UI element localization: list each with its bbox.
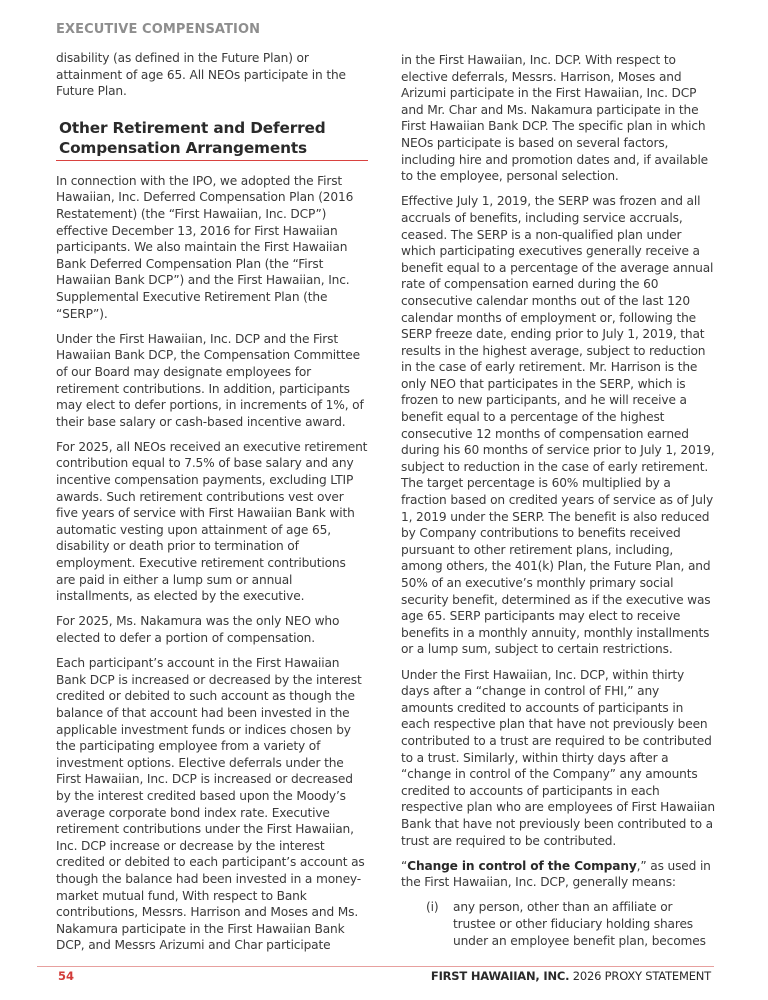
section-heading: Other Retirement and Deferred Compensation Arrangements [56,118,368,161]
footer-divider [37,966,714,967]
left-column [56,50,368,962]
paragraph: Effective July 1, 2019, the SERP was frozen and all accruals of benefits, including service accruals, ceased. The SERP is a non-qualified plan under which participating executives generally receive a benefit equal to a percentage of the average annual rate of compensation earned during the 60 consecutive calendar months out of the last 120 calendar months of employment or, following the SERP freeze date, ending prior to July 1, 2019, that results in the highest average, subject to reduction in the case of early retirement. Mr. Harrison is the only NEO that participates in the SERP, which is frozen to new participants, and he will receive a benefit equal to a percentage of the highest consecutive 12 months of compensation earned during his 60 months of service prior to July 1, 2019, subject to reduction in the case of early retirement. The target percentage is 60% multiplied by a fraction based on credited years of service as of July 1, 2019 under the SERP. The benefit is also reduced by Company contributions to benefits received pursuant to other retirement plans, including, among others, the 401(k) Plan, the Future Plan, and 50% of an executive’s monthly primary social security benefit, determined as if the executive was age 65. SERP participants may elect to receive benefits in a monthly annuity, monthly installments or a lump sum, subject to certain restrictions. [401,194,715,657]
definition-paragraph [401,858,715,891]
right-column [401,52,715,949]
paragraph: For 2025, all NEOs received an executive retirement contribution equal to 7.5% of base salary and any incentive compensation payments, excluding LTIP awards. Such retirement contributions vest over five years of service with First Hawaiian Bank with automatic vesting upon attainment of age 65, disability or death prior to termination of employment. Executive retirement contributions are paid in either a lump sum or annual installments, as elected by the executive. [56,439,368,604]
open-quote: “ [401,858,408,873]
continued-paragraph: disability (as defined in the Future Plan) or attainment of age 65. All NEOs participate in the Future Plan. [56,51,346,99]
footer-doc-name: 2026 PROXY STATEMENT [569,969,711,983]
paragraph: Under the First Hawaiian, Inc. DCP, within thirty days after a “change in control of FHI,” any amounts credited to accounts of participants in each respective plan that have not previously been contributed to a trust are required to be contributed to a trust. Similarly, within thirty days after a “change in control of the Company” any amounts credited to accounts of participants in each respective plan who are employees of First Hawaiian Bank that have not previously been contributed to a trust are required to be contributed. [401,667,715,848]
footer-brand: FIRST HAWAIIAN, INC. [430,969,570,983]
running-head: EXECUTIVE COMPENSATION [56,22,261,37]
paragraph: in the First Hawaiian, Inc. DCP. With respect to elective deferrals, Messrs. Harrison, Moses and Arizumi participate in the First Hawaiian, Inc. DCP and Mr. Char and Ms. Nakamura participate in the First Hawaiian Bank DCP. The specific plan in which NEOs participate is based on several factors, including hire and promotion dates and, if available to the employee, personal selection. [401,53,709,184]
defined-term: Change in control of the Company [407,858,637,873]
list-marker: (i) [426,900,439,915]
page-number: 54 [58,969,75,983]
footer-document-title [431,969,711,983]
list-item-text: any person, other than an affiliate or trustee or other fiduciary holding shares under an employee benefit plan, becomes [453,900,706,948]
list-item [426,899,715,949]
paragraph: In connection with the IPO, we adopted the First Hawaiian, Inc. Deferred Compensation Plan (2016 Restatement) (the “First Hawaiian, Inc. DCP”) effective December 13, 2016 for First Hawaiian participants. We also maintain the First Hawaiian Bank Deferred Compensation Plan (the “First Hawaiian Bank DCP”) and the First Hawaiian, Inc. Supplemental Executive Retirement Plan (the “SERP”). [56,173,354,321]
paragraph: Under the First Hawaiian, Inc. DCP and the First Hawaiian Bank DCP, the Compensation Committee of our Board may designate employees for retirement contributions. In addition, participants may elect to defer portions, in increments of 1%, of their base salary or cash-based incentive award. [56,331,364,429]
paragraph: For 2025, Ms. Nakamura was the only NEO who elected to defer a portion of compensation. [56,614,340,645]
definition-text: ,” as used in the First Hawaiian, Inc. DCP, generally means: [401,858,711,890]
paragraph: Each participant’s account in the First Hawaiian Bank DCP is increased or decreased by the interest credited or debited to such account as though the balance of that account had been invested in the applicable investment funds or indices chosen by the participating employee from a variety of investment options. Elective deferrals under the First Hawaiian, Inc. DCP is increased or decreased by the interest credited based upon the Moody’s average corporate bond index rate. Executive retirement contributions under the First Hawaiian, Inc. DCP increase or decrease by the interest credited or debited to each participant’s account as though the balance had been invested in a money-market mutual fund, With respect to Bank contributions, Messrs. Harrison and Moses and Ms. Nakamura participate in the First Hawaiian Bank DCP, and Messrs Arizumi and Char participate [56,656,365,953]
